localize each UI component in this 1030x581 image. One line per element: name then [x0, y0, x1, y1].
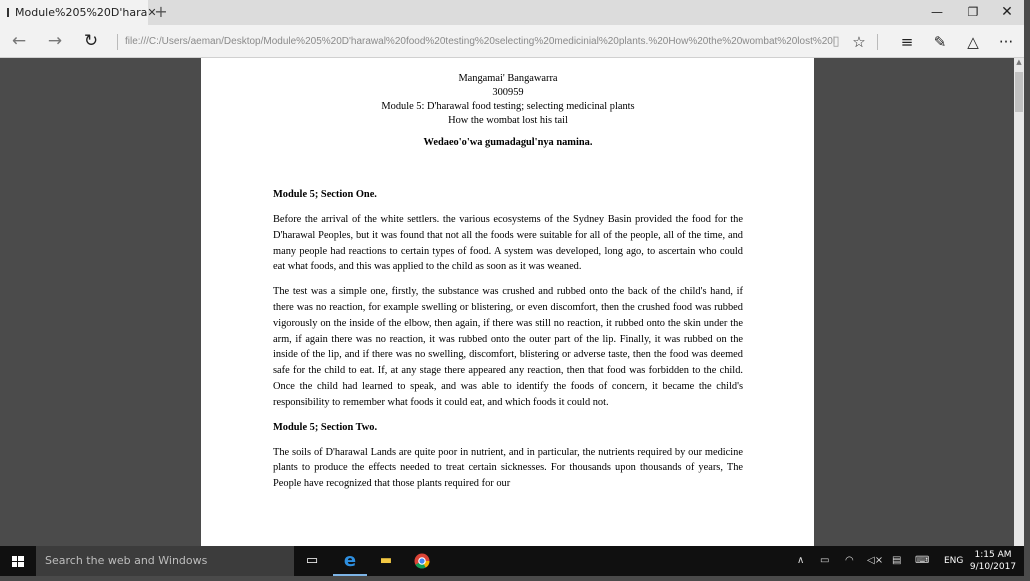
action-center-icon[interactable]: ▤ [892, 555, 902, 566]
forward-arrow-icon[interactable]: → [47, 31, 63, 51]
document-viewer [0, 58, 1024, 546]
volume-icon[interactable]: ◁× [867, 555, 884, 566]
native-title: Wedaeo'o'wa gumadagul'nya namina. [423, 137, 593, 148]
author-name: Mangamai' Bangawarra [458, 73, 558, 84]
battery-icon[interactable]: ▭ [820, 555, 830, 566]
scroll-up-arrow-icon[interactable]: ▲ [1016, 58, 1022, 66]
keyboard-icon[interactable]: ⌨ [915, 555, 930, 566]
paragraph-1: Before the arrival of the white settlers. the various ecosystems of the Sydney Basin provided the food for the D'harawal Peoples, but it was found that not all the foods were suitable for all of the people, all of the time, and many people had reactions to certain types of food. A system was developed, long ago, to ascertain who could eat what foods, and this was applied to the child as soon as it was weaned. [273, 214, 743, 273]
section-two-heading: Module 5; Section Two. [273, 421, 378, 433]
url-field[interactable]: file:///C:/Users/aeman/Desktop/Module%205%20D'harawal%20food%20testing%20selecting%20medicinial%20plants.%20How%20the%20wombat%20lost%20l [125, 36, 836, 47]
reading-view-icon[interactable]: ▯ [832, 34, 840, 49]
windows-logo-icon [0, 546, 36, 576]
wifi-icon[interactable]: ◠ [845, 555, 854, 566]
clock-date: 9/10/2017 [969, 562, 1017, 572]
start-button[interactable] [0, 546, 36, 576]
browser-tab-bar [0, 0, 1024, 25]
vertical-scrollbar[interactable] [1014, 58, 1024, 546]
web-note-icon[interactable]: ✎ [933, 33, 947, 51]
edge-browser-icon[interactable]: e [333, 546, 367, 576]
chrome-logo-icon [414, 553, 430, 569]
document-body [273, 72, 743, 501]
paragraph-3: The soils of D'harawal Lands are quite poor in nutrient, and in particular, the nutrients required by our medicine plants to produce the effects needed to treat certain sicknesses. For thousands upon thousands of years, The People have recognized that those plants required for our [273, 446, 743, 490]
clock-time: 1:15 AM [974, 550, 1012, 560]
search-box[interactable]: Search the web and Windows [36, 546, 294, 576]
back-arrow-icon[interactable]: ← [11, 31, 27, 51]
close-window-button[interactable]: ✕ [1001, 4, 1013, 20]
favorite-star-icon[interactable]: ☆ [852, 33, 866, 51]
share-icon[interactable]: △ [967, 33, 979, 51]
divider [877, 34, 878, 50]
divider [117, 34, 118, 50]
hub-icon[interactable]: ≡ [900, 33, 914, 51]
paragraph-2: The test was a simple one, firstly, the substance was crushed and rubbed onto the back of the child's hand, if there was no reaction, for example swelling or blistering, or even discomfort, then the crushed food was rubbed vigorously on the inside of the elbow, then again, if there was still no reaction, it rubbed onto the skin under the arm, if again there was no reaction, it was rubbed onto the outer part of the lip. Finally, it was rubbed on the inside of the lip, and if there was no swelling, discomfort, blistering or adverse taste, then the food was deemed safe for the child to eat. If, at any stage there appeared any reaction, then that food was forbidden to the child. Once the child had learned to speak, and was able to identify the foods of concern, it became the child's responsibility to remember what foods it could eat, and which foods it could not. [273, 286, 743, 408]
scrollbar-thumb[interactable] [1015, 72, 1023, 112]
browser-tab[interactable] [0, 0, 157, 25]
document-page [201, 58, 814, 546]
windows-taskbar [0, 546, 1024, 576]
refresh-icon[interactable]: ↻ [83, 31, 99, 51]
chrome-icon[interactable] [405, 546, 439, 576]
page-icon [7, 8, 9, 17]
section-one-heading: Module 5; Section One. [273, 189, 377, 200]
story-title: How the wombat lost his tail [448, 115, 568, 126]
clock[interactable] [968, 549, 1018, 573]
show-hidden-icons-icon[interactable]: ∧ [797, 555, 805, 566]
language-indicator[interactable]: ENG [944, 556, 964, 566]
minimize-button[interactable]: — [931, 5, 943, 19]
task-view-icon[interactable]: ▭ [305, 553, 319, 568]
more-options-icon[interactable]: ··· [998, 33, 1014, 51]
module-title: Module 5: D'harawal food testing; selecting medicinal plants [381, 101, 635, 112]
file-explorer-icon[interactable]: ▬ [379, 553, 393, 568]
address-toolbar [0, 25, 1024, 58]
restore-button[interactable]: ❐ [967, 5, 979, 19]
tab-close-icon[interactable]: ✕ [147, 6, 157, 19]
new-tab-button[interactable]: + [154, 2, 168, 21]
student-id: 300959 [492, 87, 524, 98]
tab-title: Module%205%20D'hara [15, 6, 148, 19]
